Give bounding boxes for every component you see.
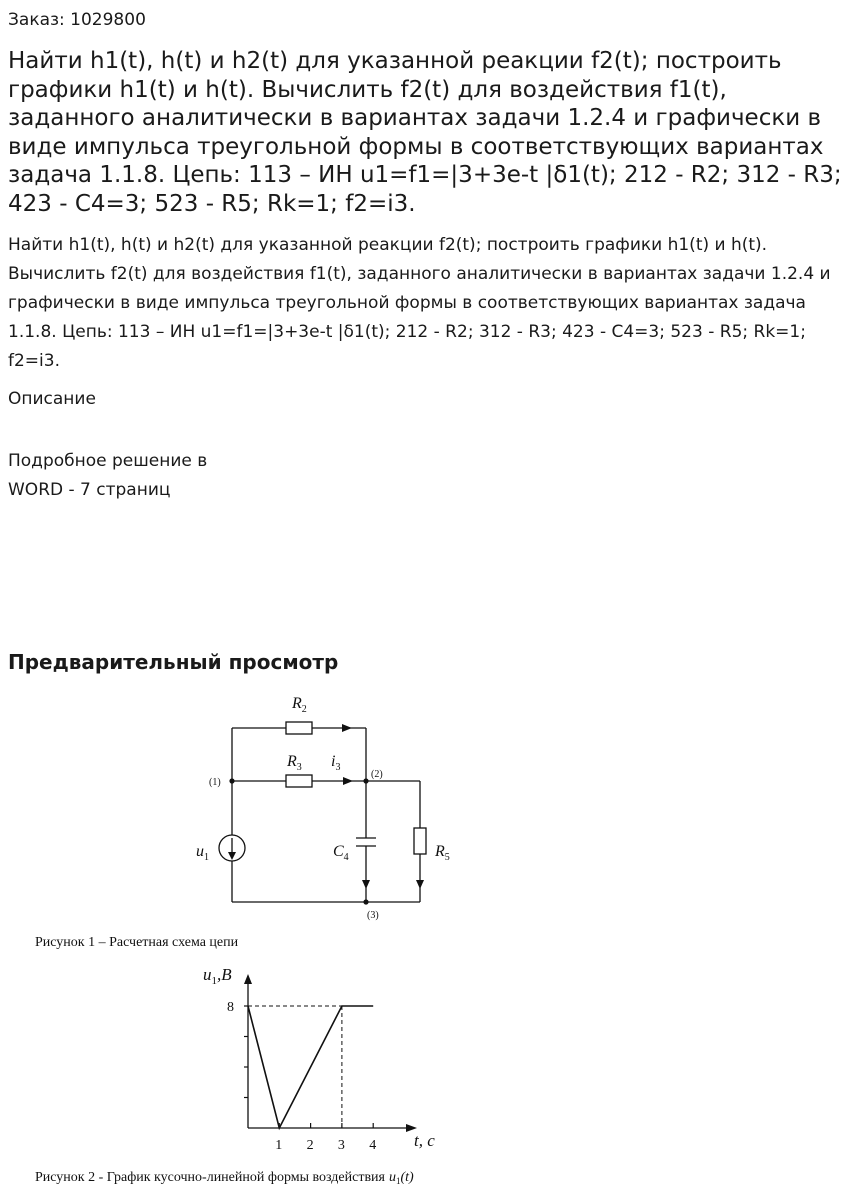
- label-node-2: (2): [371, 769, 383, 780]
- resistor-r5: [414, 828, 426, 854]
- order-number: Заказ: 1029800: [8, 10, 146, 30]
- x-tick-label: 4: [369, 1138, 377, 1153]
- y-axis-label: $u_1,B$: [203, 965, 232, 987]
- node-3: [363, 899, 368, 904]
- node-1: [229, 778, 234, 783]
- x-tick-label: 1: [275, 1138, 283, 1153]
- y-tick-label: 8: [227, 1000, 234, 1015]
- page-title: Найти h1(t), h(t) и h2(t) для указанной реакции f2(t); построить графики h1(t) и h(t). Вычислить f2(t) для воздействия f1(t), заданного аналитически в вариантах задачи 1.2.4 и графически в виде импульса треугольной формы в соответствующих вариантах задача 1.1.8. Цепь: 113 – ИН u1=f1=|3+3e-t |δ1(t); 212 - R2; 312 - R3; 423 - C4=3; 523 - R5; Rk=1; f2=i3.: [8, 48, 842, 217]
- y-axis-arrow-icon: [244, 974, 252, 984]
- arrow-c4-icon: [362, 880, 370, 889]
- solution-info-line2: WORD - 7 страниц: [8, 480, 171, 500]
- input-chart: [227, 974, 417, 1153]
- preview-heading: Предварительный просмотр: [8, 650, 339, 674]
- solution-info-line1: Подробное решение в: [8, 451, 208, 471]
- label-node-3: (3): [367, 910, 379, 921]
- label-u1: $u_1$: [196, 843, 209, 863]
- label-c4: $C_4$: [333, 843, 349, 863]
- figure1-caption: Рисунок 1 – Расчетная схема цепи: [35, 935, 239, 950]
- label-r2: $R_2$: [292, 695, 307, 715]
- label-r3: $R_3$: [287, 753, 302, 773]
- label-node-1: (1): [209, 777, 221, 788]
- arrow-r2-icon: [342, 724, 352, 732]
- circuit-diagram: [219, 722, 426, 905]
- x-tick-label: 2: [306, 1138, 314, 1153]
- arrow-i3-icon: [343, 777, 353, 785]
- x-tick-label: 3: [337, 1138, 345, 1153]
- figure2-caption: Рисунок 2 - График кусочно-линейной формы воздействия $u_1(t)$: [35, 1170, 414, 1186]
- arrow-r5-icon: [416, 880, 424, 889]
- task-description: Найти h1(t), h(t) и h2(t) для указанной реакции f2(t); построить графики h1(t) и h(t). Вычислить f2(t) для воздействия f1(t), заданного аналитически в вариантах задачи 1.2.4 и графически в виде импульса треугольной формы в соответствующих вариантах задача 1.1.8. Цепь: 113 – ИН u1=f1=|3+3e-t |δ1(t); 212 - R2; 312 - R3; 423 - C4=3; 523 - R5; Rk=1; f2=i3.: [8, 235, 831, 371]
- series-line: [248, 1006, 373, 1128]
- resistor-r2: [286, 722, 312, 734]
- node-2: [363, 778, 368, 783]
- description-label: Описание: [8, 389, 96, 409]
- label-i3: $i_3$: [331, 753, 341, 773]
- x-axis-label: t, c: [414, 1131, 435, 1150]
- label-r5: $R_5$: [435, 843, 450, 863]
- resistor-r3: [286, 775, 312, 787]
